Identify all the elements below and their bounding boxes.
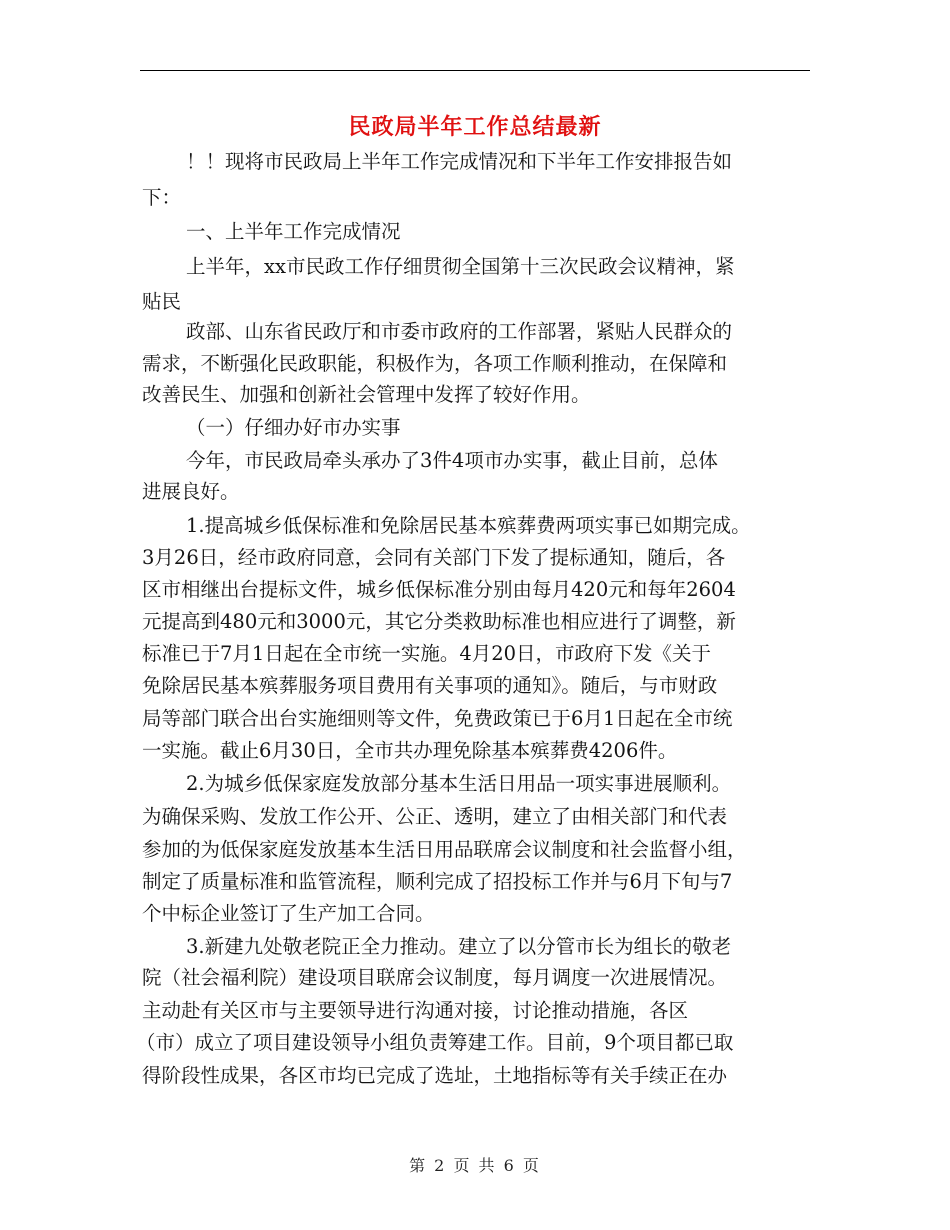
paragraph-line: 主动赴有关区市与主要领导进行沟通对接，讨论推动措施，各区	[142, 999, 689, 1022]
paragraph-line: 为确保采购、发放工作公开、公正、透明，建立了由相关部门和代表	[142, 805, 728, 828]
paragraph-line: 改善民生、加强和创新社会管理中发挥了较好作用。	[142, 383, 591, 406]
section-heading: （一）仔细办好市办实事	[186, 416, 401, 439]
paragraph-line: 院（社会福利院）建设项目联席会议制度，每月调度一次进展情况。	[142, 966, 728, 989]
paragraph-line: 局等部门联合出台实施细则等文件，免费政策已于6月1日起在全市统	[142, 707, 733, 730]
document-title: 民政局半年工作总结最新	[348, 114, 602, 140]
paragraph-line: 区市相继出台提标文件，城乡低保标准分别由每月420元和每年2604	[142, 578, 736, 601]
paragraph-line: 3.新建九处敬老院正全力推动。建立了以分管市长为组长的敬老	[186, 935, 732, 958]
paragraph-line: （市）成立了项目建设领导小组负责筹建工作。目前，9个项目都已取	[136, 1031, 734, 1054]
paragraph-line: 元提高到480元和3000元，其它分类救助标准也相应进行了调整，新	[142, 610, 736, 633]
paragraph-line: 1.提高城乡低保标准和免除居民基本殡葬费两项实事已如期完成。	[186, 514, 751, 537]
paragraph-line: 参加的为低保家庭发放基本生活日用品联席会议制度和社会监督小组，	[142, 838, 747, 861]
paragraph-line: 一实施。截止6月30日，全市共办理免除基本殡葬费4206件。	[142, 739, 678, 762]
paragraph-line: 贴民	[142, 290, 182, 313]
paragraph-line: 下：	[142, 186, 182, 209]
paragraph-line: 2.为城乡低保家庭发放部分基本生活日用品一项实事进展顺利。	[186, 772, 732, 795]
paragraph-line: 上半年，xx市民政工作仔细贯彻全国第十三次民政会议精神，紧	[186, 255, 735, 278]
paragraph-line: 免除居民基本殡葬服务项目费用有关事项的通知》。随后，与市财政	[142, 674, 718, 697]
paragraph-line: 3月26日，经市政府同意，会同有关部门下发了提标通知，随后，各	[142, 546, 726, 569]
paragraph-line: 标准已于7月1日起在全市统一实施。4月20日，市政府下发《关于	[142, 642, 712, 665]
header-rule	[140, 70, 810, 71]
paragraph-line: ！！现将市民政局上半年工作完成情况和下半年工作安排报告如	[186, 150, 733, 173]
paragraph-line: 进展良好。	[142, 480, 240, 503]
paragraph-line: 需求，不断强化民政职能，积极作为，各项工作顺利推动，在保障和	[142, 352, 728, 375]
paragraph-line: 制定了质量标准和监管流程，顺利完成了招投标工作并与6月下旬与7	[142, 870, 733, 893]
page-number: 第 2 页 共 6 页	[409, 1156, 541, 1175]
paragraph-line: 今年，市民政局牵头承办了3件4项市办实事，截止目前，总体	[186, 449, 718, 472]
paragraph-line: 政部、山东省民政厅和市委市政府的工作部署，紧贴人民群众的	[186, 320, 733, 343]
section-heading: 一、上半年工作完成情况	[186, 220, 401, 243]
paragraph-line: 得阶段性成果，各区市均已完成了选址，土地指标等有关手续正在办	[142, 1064, 728, 1087]
paragraph-line: 个中标企业签订了生产加工合同。	[142, 902, 435, 925]
